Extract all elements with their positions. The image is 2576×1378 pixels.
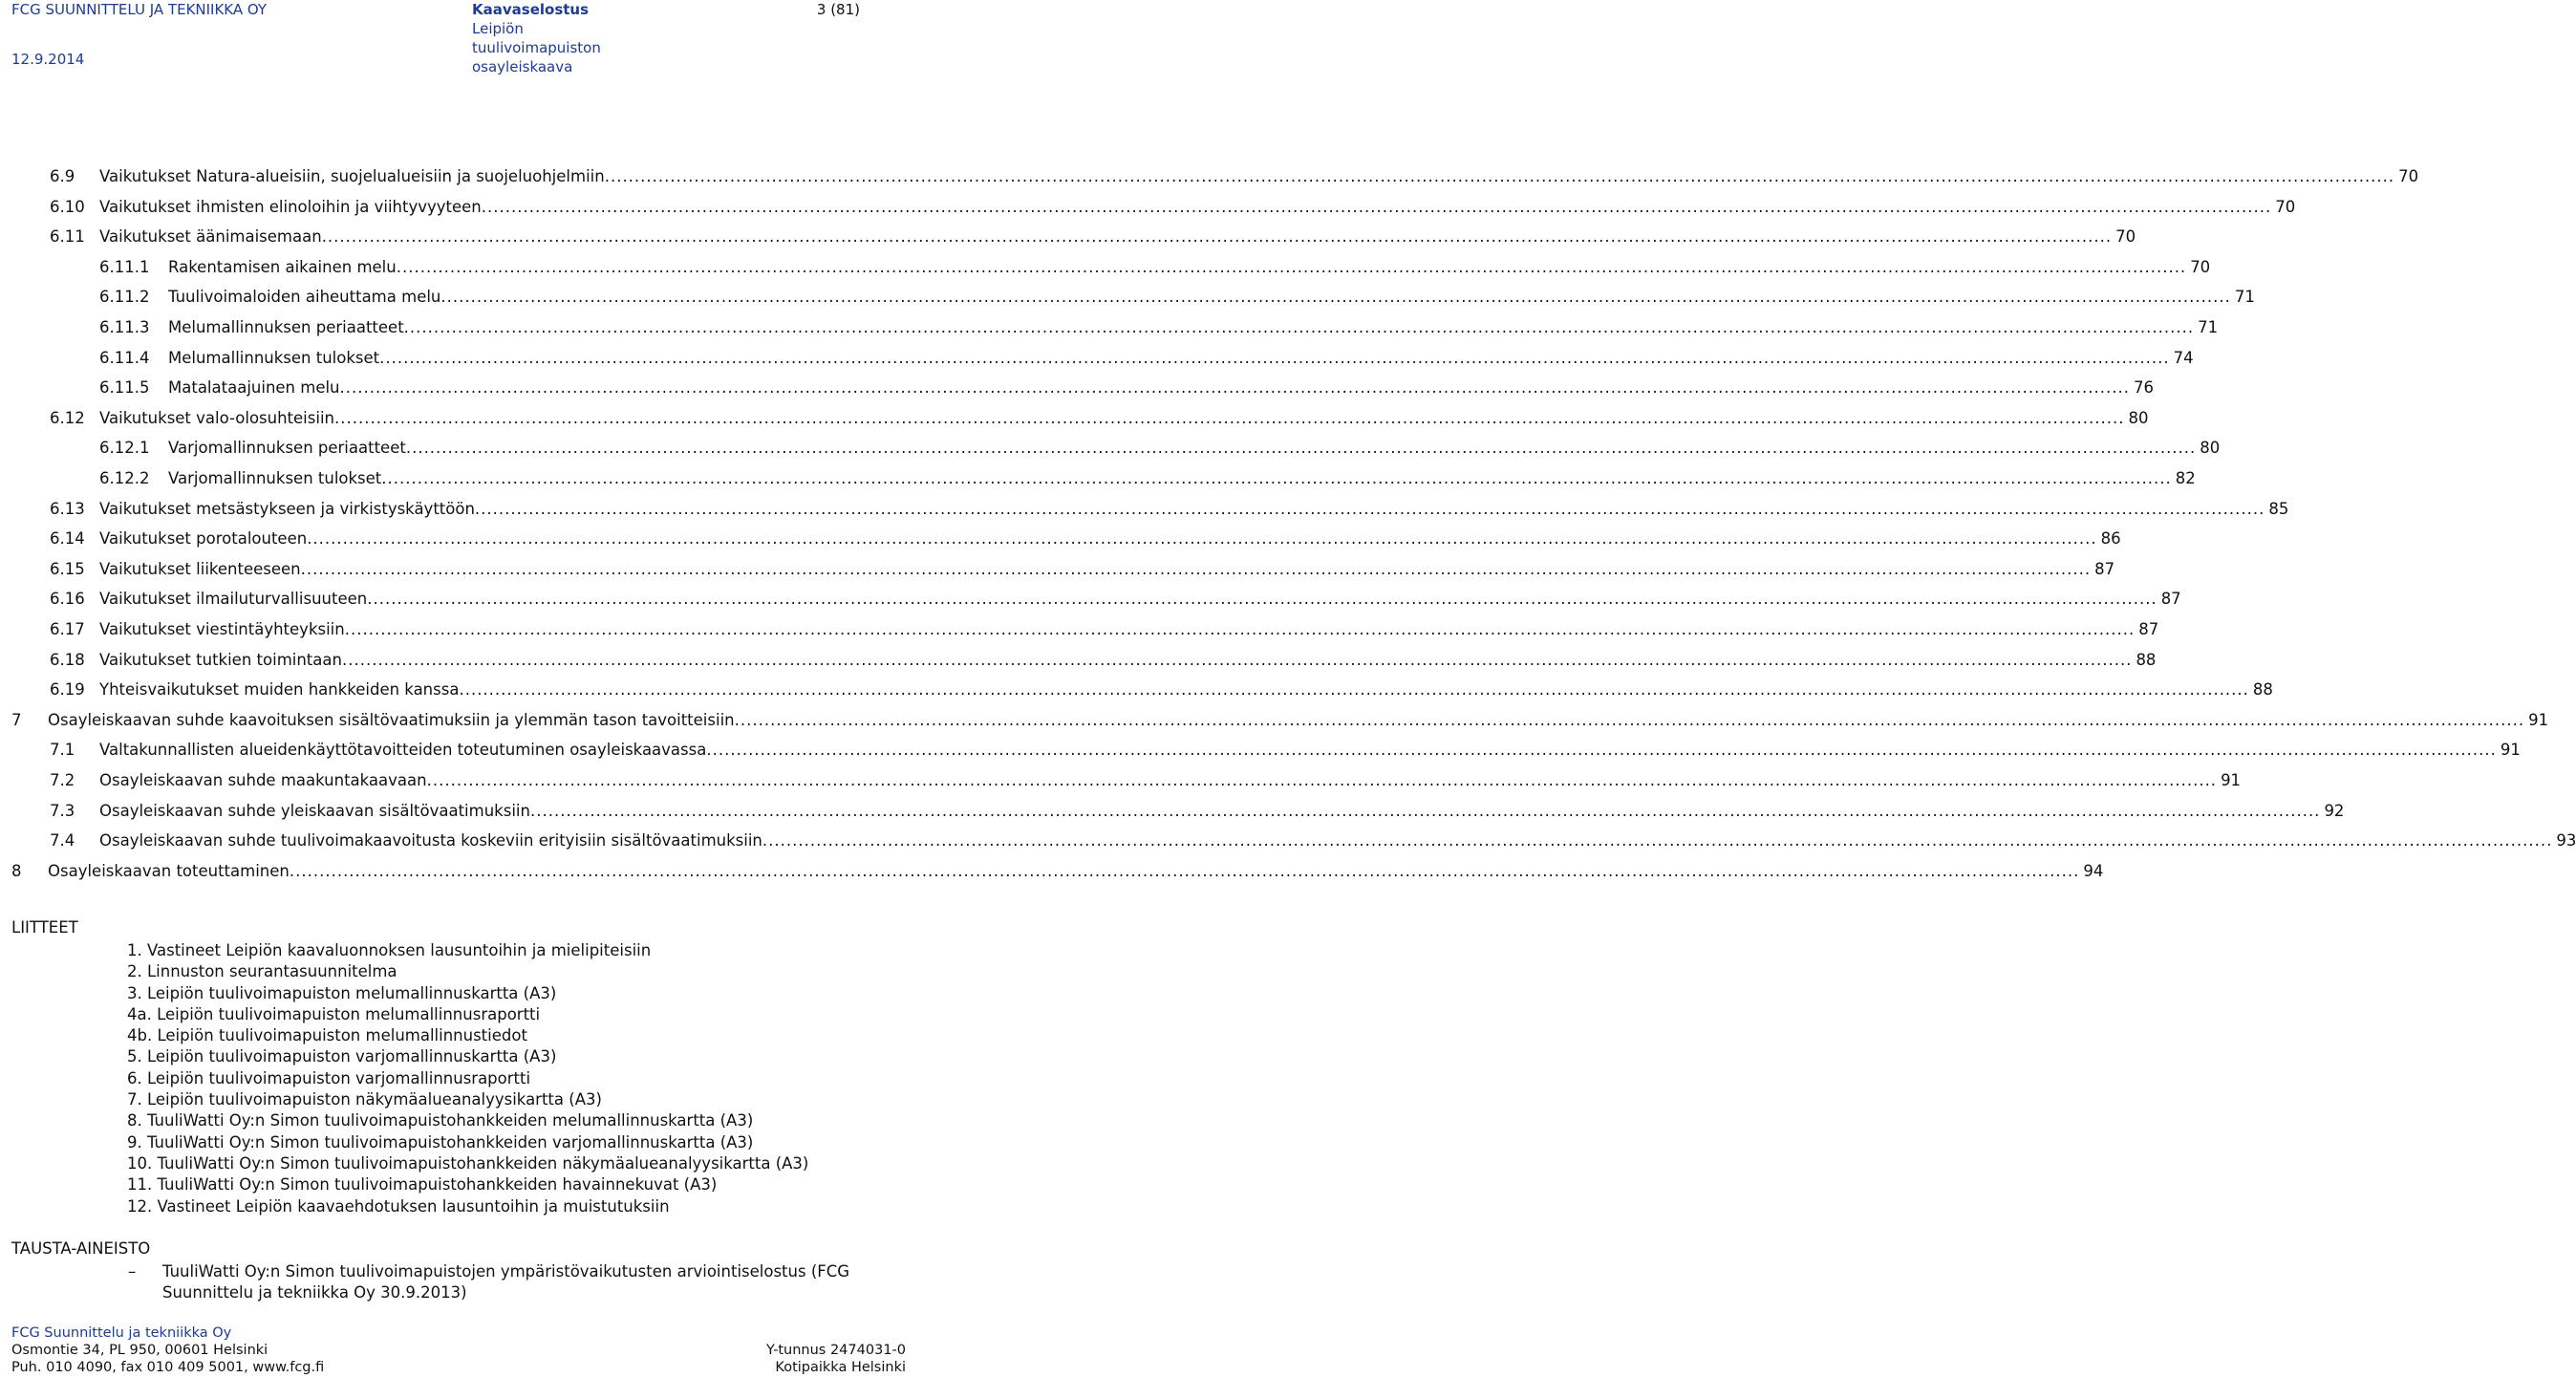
toc-entry-title: Osayleiskaavan toteuttaminen: [48, 861, 290, 880]
toc-entry-page: 88: [2136, 650, 2157, 669]
toc-entry-title: Vaikutukset äänimaisemaan: [99, 227, 322, 247]
background-heading: TAUSTA-AINEISTO: [11, 1239, 151, 1258]
toc-entry-page: 82: [2175, 469, 2196, 487]
toc-entry-number: 6.10: [50, 197, 85, 216]
background-item-text: TuuliWatti Oy:n Simon tuulivoimapuistojen ympäristövaikutusten arviointiselostus (FCG Suunnittelu ja tekniikka Oy 30.9.2013): [162, 1262, 850, 1302]
toc-entry-title: Rakentamisen aikainen melu: [168, 257, 397, 276]
appendix-item: 3. Leipiön tuulivoimapuiston melumallinnuskartta (A3): [127, 983, 557, 1002]
toc-entry[interactable]: [99, 376, 2154, 400]
toc-entry-page: 91: [2528, 710, 2549, 729]
toc-entry-number: 7: [11, 710, 22, 729]
toc-entry-title: Vaikutukset ihmisten elinoloihin ja viihtyvyyteen: [99, 197, 482, 216]
toc-leader-dots: ............................................................................................................................................................................................................................................................................................................: [321, 227, 2113, 247]
appendix-item: 8. TuuliWatti Oy:n Simon tuulivoimapuistohankkeiden melumallinnuskartta (A3): [127, 1111, 754, 1130]
header-title-line-2: tuulivoimapuiston: [472, 39, 601, 56]
toc-entry-number: 7.3: [50, 801, 75, 820]
footer-domicile: Kotipaikka Helsinki: [775, 1360, 906, 1375]
toc-entry-page: 87: [2094, 559, 2115, 578]
footer-phone: Puh. 010 4090, fax 010 409 5001, www.fcg.fi: [11, 1360, 325, 1375]
toc-leader-dots: ............................................................................................................................................................................................................................................................................................................: [307, 529, 2097, 549]
toc-entry-page: 80: [2128, 408, 2149, 427]
appendix-item: 1. Vastineet Leipiön kaavaluonnoksen lausuntoihin ja mielipiteisiin: [127, 941, 652, 959]
toc-leader-dots: ............................................................................................................................................................................................................................................................................................................: [440, 288, 2231, 307]
toc-entry-title: Vaikutukset valo-olosuhteisiin: [99, 408, 334, 427]
toc-entry-number: 7.1: [50, 741, 75, 760]
toc-entry-number: 6.9: [50, 167, 75, 185]
toc-entry-number: 7.4: [50, 831, 75, 850]
toc-entry-number: 6.11.2: [99, 288, 150, 307]
toc-entry[interactable]: [50, 527, 2121, 551]
toc-leader-dots: ............................................................................................................................................................................................................................................................................................................: [474, 499, 2265, 518]
toc-entry-number: 6.15: [50, 559, 85, 578]
toc-entry-title: Valtakunnallisten alueidenkäyttötavoitteiden toteutuminen osayleiskaavassa: [99, 741, 707, 760]
toc-entry[interactable]: [50, 195, 2296, 220]
appendices-list: [127, 940, 808, 1217]
toc-leader-dots: ............................................................................................................................................................................................................................................................................................................: [379, 348, 2170, 367]
toc-entry-title: Osayleiskaavan suhde tuulivoimakaavoitusta koskeviin erityisiin sisältövaatimuksiin: [99, 831, 762, 850]
header-title-line-1: Leipiön: [472, 20, 524, 37]
toc-leader-dots: ............................................................................................................................................................................................................................................................................................................: [405, 439, 2197, 458]
toc-entry-number: 6.11.1: [99, 257, 150, 276]
toc-leader-dots: ............................................................................................................................................................................................................................................................................................................: [381, 469, 2172, 487]
toc-entry-number: 6.11.4: [99, 348, 150, 367]
toc-entry-number: 6.16: [50, 590, 85, 609]
toc-entry-title: Tuulivoimaloiden aiheuttama melu: [168, 288, 441, 307]
toc-entry[interactable]: [50, 648, 2157, 673]
toc-entry[interactable]: [99, 315, 2219, 340]
toc-entry-title: Vaikutukset Natura-alueisiin, suojelualueisiin ja suojeluohjelmiin: [99, 167, 605, 185]
toc-leader-dots: ............................................................................................................................................................................................................................................................................................................: [339, 378, 2130, 398]
toc-entry[interactable]: [99, 436, 2221, 461]
toc-entry[interactable]: [50, 225, 2136, 249]
toc-entry-page: 70: [2115, 227, 2136, 247]
toc-entry[interactable]: [50, 617, 2159, 642]
toc-leader-dots: ............................................................................................................................................................................................................................................................................................................: [734, 710, 2525, 729]
toc-leader-dots: ............................................................................................................................................................................................................................................................................................................: [344, 620, 2136, 638]
toc-leader-dots: ............................................................................................................................................................................................................................................................................................................: [762, 831, 2553, 850]
toc-entry-number: 6.19: [50, 680, 85, 700]
toc-entry[interactable]: [99, 466, 2196, 491]
toc-entry-page: 85: [2268, 499, 2289, 518]
header-doc-block: [472, 0, 601, 76]
appendix-item: 5. Leipiön tuulivoimapuiston varjomallinnuskartta (A3): [127, 1047, 557, 1066]
toc-entry-page: 87: [2138, 620, 2159, 638]
toc-leader-dots: ............................................................................................................................................................................................................................................................................................................: [334, 408, 2125, 427]
toc-entry-title: Osayleiskaavan suhde kaavoituksen sisältövaatimuksiin ja ylemmän tason tavoitteisiin: [48, 710, 735, 729]
toc-entry-title: Vaikutukset liikenteeseen: [99, 559, 301, 578]
toc-entry-number: 6.12.1: [99, 439, 150, 458]
toc-leader-dots: ............................................................................................................................................................................................................................................................................................................: [396, 257, 2187, 276]
appendix-item: 6. Leipiön tuulivoimapuiston varjomallinnusraportti: [127, 1068, 531, 1087]
dash-bullet: –: [128, 1262, 137, 1281]
toc-entry[interactable]: [99, 285, 2255, 310]
footer-business-id: Y-tunnus 2474031-0: [765, 1343, 906, 1358]
toc-entry-number: 8: [11, 861, 22, 880]
toc-entry[interactable]: [50, 768, 2242, 793]
toc-entry-page: 70: [2190, 257, 2211, 276]
footer-address: Osmontie 34, PL 950, 00601 Helsinki: [11, 1343, 268, 1358]
toc-entry-title: Vaikutukset porotalouteen: [99, 529, 308, 549]
toc-leader-dots: ............................................................................................................................................................................................................................................................................................................: [706, 741, 2497, 760]
toc-leader-dots: ............................................................................................................................................................................................................................................................................................................: [529, 801, 2321, 820]
toc-entry-page: 74: [2173, 348, 2194, 367]
appendices-heading: LIITTEET: [11, 918, 78, 937]
header-date: 12.9.2014: [11, 51, 85, 68]
toc-entry-title: Varjomallinnuksen periaatteet: [168, 439, 406, 458]
appendix-item: 2. Linnuston seurantasuunnitelma: [127, 962, 397, 981]
footer-company: FCG Suunnittelu ja tekniikka Oy: [11, 1325, 232, 1341]
toc-entry-page: 88: [2252, 680, 2273, 700]
toc-entry-title: Matalataajuinen melu: [168, 378, 340, 398]
toc-entry-title: Melumallinnuksen periaatteet: [168, 318, 404, 336]
toc-leader-dots: ............................................................................................................................................................................................................................................................................................................: [459, 680, 2249, 700]
toc-entry-title: Varjomallinnuksen tulokset: [168, 469, 382, 487]
toc-entry[interactable]: [50, 497, 2289, 522]
toc-entry-number: 6.11.3: [99, 318, 150, 336]
toc-entry-page: 94: [2083, 861, 2104, 880]
toc-entry-page: 93: [2556, 831, 2576, 850]
toc-entry-page: 76: [2134, 378, 2154, 398]
toc-entry-page: 71: [2234, 288, 2255, 307]
toc-entry[interactable]: [50, 406, 2149, 431]
toc-entry[interactable]: [50, 738, 2521, 763]
toc-entry-title: Yhteisvaikutukset muiden hankkeiden kanssa: [99, 680, 460, 700]
toc-entry-page: 92: [2324, 801, 2345, 820]
header-doc-type: Kaavaselostus: [472, 1, 590, 18]
toc-leader-dots: ............................................................................................................................................................................................................................................................................................................: [300, 559, 2092, 578]
toc-entry-title: Vaikutukset ilmailuturvallisuuteen: [99, 590, 368, 609]
toc-leader-dots: ............................................................................................................................................................................................................................................................................................................: [426, 771, 2218, 789]
toc-entry-number: 6.11: [50, 227, 85, 247]
toc-entry[interactable]: [50, 164, 2419, 189]
toc-entry[interactable]: [50, 557, 2115, 582]
toc-entry-page: 91: [2500, 741, 2521, 760]
toc-entry[interactable]: [99, 255, 2211, 280]
toc-entry-title: Vaikutukset viestintäyhteyksiin: [99, 620, 345, 638]
toc-entry[interactable]: [50, 587, 2181, 612]
toc-entry-number: 6.12.2: [99, 469, 150, 487]
toc-entry-number: 6.14: [50, 529, 85, 549]
toc-entry-number: 6.18: [50, 650, 85, 669]
toc-entry-number: 6.13: [50, 499, 85, 518]
toc-entry[interactable]: [99, 346, 2194, 371]
toc-entry-page: 86: [2100, 529, 2121, 549]
header-title-line-3: osayleiskaava: [472, 58, 573, 75]
toc-entry-title: Melumallinnuksen tulokset: [168, 348, 380, 367]
toc-entry[interactable]: [50, 799, 2345, 824]
header-page-number: 3 (81): [816, 1, 860, 18]
toc-entry-page: 80: [2200, 439, 2221, 458]
toc-entry-page: 71: [2198, 318, 2219, 336]
background-item: [128, 1261, 917, 1303]
toc-leader-dots: ............................................................................................................................................................................................................................................................................................................: [481, 197, 2272, 216]
toc-entry-page: 91: [2221, 771, 2242, 789]
toc-entry-title: Osayleiskaavan suhde yleiskaavan sisältövaatimuksiin: [99, 801, 530, 820]
toc-entry[interactable]: [50, 678, 2273, 702]
toc-leader-dots: ............................................................................................................................................................................................................................................................................................................: [604, 167, 2395, 185]
toc-entry-page: 70: [2398, 167, 2419, 185]
toc-entry[interactable]: [50, 829, 2576, 853]
toc-leader-dots: ............................................................................................................................................................................................................................................................................................................: [341, 650, 2133, 669]
toc-entry-page: 70: [2275, 197, 2296, 216]
toc-entry[interactable]: [11, 708, 2549, 733]
toc-leader-dots: ............................................................................................................................................................................................................................................................................................................: [289, 861, 2080, 880]
toc-entry-number: 6.17: [50, 620, 85, 638]
toc-entry-title: Vaikutukset tutkien toimintaan: [99, 650, 342, 669]
toc-leader-dots: ............................................................................................................................................................................................................................................................................................................: [403, 318, 2195, 336]
toc-entry-title: Osayleiskaavan suhde maakuntakaavaan: [99, 771, 427, 789]
toc-leader-dots: ............................................................................................................................................................................................................................................................................................................: [367, 590, 2157, 609]
toc-entry-number: 7.2: [50, 771, 75, 789]
appendix-item: 7. Leipiön tuulivoimapuiston näkymäalueanalyysikartta (A3): [127, 1090, 602, 1109]
appendix-item: 12. Vastineet Leipiön kaavaehdotuksen lausuntoihin ja muistutuksiin: [127, 1196, 670, 1216]
appendix-item: 4b. Leipiön tuulivoimapuiston melumallinnustiedot: [127, 1026, 527, 1045]
header-company: FCG SUUNNITTELU JA TEKNIIKKA OY: [11, 1, 268, 18]
toc-entry[interactable]: [11, 859, 2104, 884]
toc-entry-number: 6.12: [50, 408, 85, 427]
toc-entry-page: 87: [2160, 590, 2181, 609]
toc-entry-number: 6.11.5: [99, 378, 150, 398]
appendix-item: 11. TuuliWatti Oy:n Simon tuulivoimapuistohankkeiden havainnekuvat (A3): [127, 1175, 718, 1195]
toc-entry-title: Vaikutukset metsästykseen ja virkistyskäyttöön: [99, 499, 475, 518]
appendix-item: 10. TuuliWatti Oy:n Simon tuulivoimapuistohankkeiden näkymäalueanalyysikartta (A3): [127, 1153, 809, 1173]
appendix-item: 4a. Leipiön tuulivoimapuiston melumallinnusraportti: [127, 1004, 541, 1023]
footer: [11, 1324, 906, 1376]
appendix-item: 9. TuuliWatti Oy:n Simon tuulivoimapuistohankkeiden varjomallinnuskartta (A3): [127, 1132, 754, 1152]
